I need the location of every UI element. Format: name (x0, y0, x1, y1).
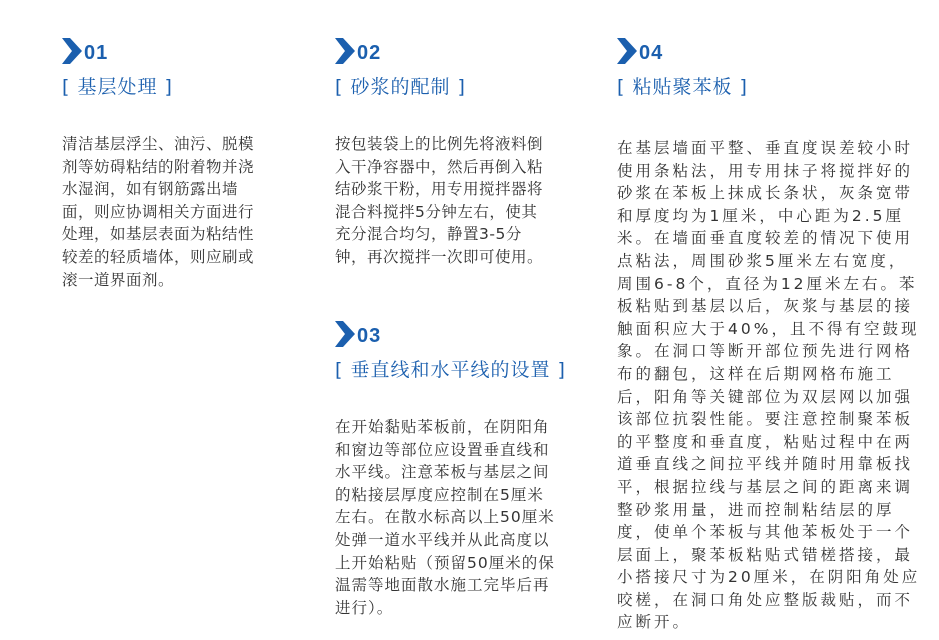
section-header (62, 38, 254, 72)
body-line: 剂等妨碍粘结的附着物并浇 (62, 157, 255, 176)
body-line: 使用条粘法，用专用抹子将搅拌好的 (617, 161, 914, 180)
body-line: 水平线。注意苯板与基层之间 (335, 463, 550, 482)
body-line: 较差的轻质墙体，则应刷或 (62, 247, 255, 266)
body-line: 清洁基层浮尘、油污、脱模 (62, 135, 255, 153)
section-body (62, 133, 254, 291)
section-03 (335, 321, 566, 619)
body-line: 道垂直线之间拉平线并随时用靠板找 (617, 455, 914, 474)
body-line: 结砂浆干粉，用专用搅拌器将 (335, 180, 544, 199)
body-line: 布的翻包，这样在后期网格布施工 (617, 364, 895, 383)
body-line: 米。在墙面垂直度较差的情况下使用 (617, 229, 914, 248)
body-line: 周围6-8个，直径为12厘米左右。苯 (617, 274, 918, 293)
body-line: 度，使单个苯板与其他苯板处于一个 (617, 523, 914, 542)
section-number: 01 (84, 42, 109, 64)
section-number: 04 (639, 42, 664, 64)
body-line: 层面上，聚苯板粘贴式错槎搭接，最 (617, 545, 914, 564)
body-line: 在基层墙面平整、垂直度误差较小时 (617, 139, 914, 157)
body-line: 进行）。 (335, 598, 394, 617)
body-line: 小搭接尺寸为20厘米，在阴阳角处应 (617, 568, 921, 587)
body-line: 和窗边等部位应设置垂直线和 (335, 440, 550, 459)
section-01 (62, 38, 254, 291)
body-line: 水湿润，如有钢筋露出墙 (62, 180, 239, 199)
body-line: 的粘接层厚度应控制在5厘米 (335, 485, 544, 504)
body-line: 应断开。 (617, 613, 692, 632)
section-header (335, 38, 543, 72)
body-line: 的平整度和垂直度，粘贴过程中在两 (617, 432, 914, 451)
section-body (335, 416, 566, 619)
body-line: 按包装袋上的比例先将液料倒 (335, 135, 544, 153)
body-line: 点粘法，周围砂浆5厘米左右宽度， (617, 251, 908, 270)
body-line: 后，阳角等关键部位为双层网以加强 (617, 387, 914, 406)
section-title: [ 砂浆的配制 ] (335, 76, 466, 98)
section-title: [ 粘贴聚苯板 ] (617, 76, 748, 98)
body-line: 温需等地面散水施工完毕后再 (335, 576, 550, 595)
body-line: 象。在洞口等断开部位预先进行网格 (617, 342, 914, 361)
section-body (335, 133, 543, 269)
section-header (335, 321, 566, 355)
body-line: 平，根据拉线与基层之间的距离来调 (617, 477, 914, 496)
body-line: 充分混合均匀，静置3-5分 (335, 225, 522, 244)
body-line: 左右。在散水标高以上50厘米 (335, 508, 555, 527)
body-line: 板粘贴到基层以后，灰浆与基层的接 (617, 297, 914, 316)
section-header (617, 38, 920, 72)
section-body (617, 137, 920, 634)
body-line: 和厚度均为1厘米，中心距为2.5厘 (617, 206, 905, 225)
section-number: 03 (357, 325, 382, 347)
body-line: 混合料搅拌5分钟左右，使其 (335, 202, 538, 221)
body-line: 处弹一道水平线并从此高度以 (335, 530, 550, 549)
body-line: 入干净容器中，然后再倒入粘 (335, 157, 544, 176)
body-line: 上开始粘贴（预留50厘米的保 (335, 553, 555, 572)
section-number: 02 (357, 42, 382, 64)
body-line: 处理，如基层表面为粘结性 (62, 225, 255, 244)
body-line: 该部位抗裂性能。要注意控制聚苯板 (617, 410, 914, 429)
body-line: 在开始黏贴苯板前，在阴阳角 (335, 418, 550, 436)
body-line: 钟，再次搅拌一次即可使用。 (335, 247, 544, 266)
body-line: 咬槎，在洞口角处应整版裁贴，而不 (617, 590, 914, 609)
section-title: [ 基层处理 ] (62, 76, 173, 98)
body-line: 整砂浆用量，进而控制粘结层的厚 (617, 500, 895, 519)
section-02 (335, 38, 543, 269)
body-line: 面，则应协调相关方面进行 (62, 202, 255, 221)
body-line: 砂浆在苯板上抹成长条状，灰条宽带 (617, 184, 914, 203)
body-line: 滚一道界面剂。 (62, 270, 175, 289)
section-04 (617, 38, 920, 634)
body-line: 触面积应大于40%，且不得有空鼓现 (617, 319, 920, 338)
section-title: [ 垂直线和水平线的设置 ] (335, 359, 566, 381)
